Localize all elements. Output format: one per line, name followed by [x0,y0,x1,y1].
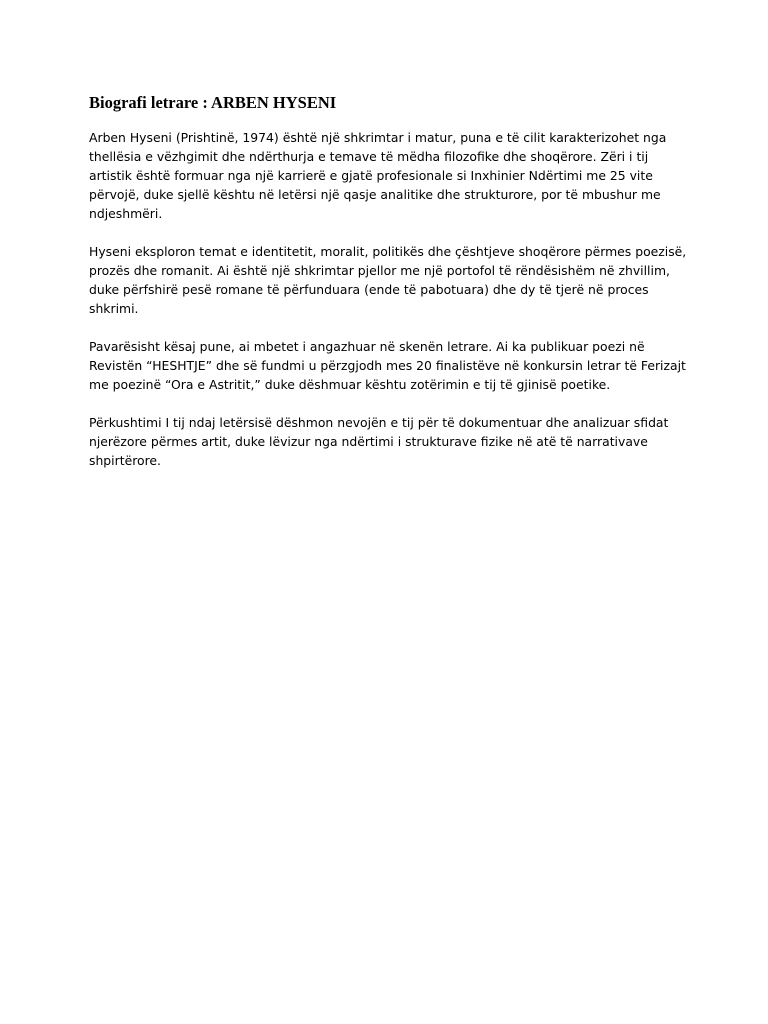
document-body [89,93,687,489]
text-line: Përkushtimi I tij ndaj letërsisë dëshmon nevojën e tij për të dokumentuar dhe analizuar sfidat [89,415,669,430]
paragraph-3 [89,337,686,394]
text-line: me poezinë “Ora e Astritit,” duke dëshmuar kështu zotërimin e tij të gjinisë poetike. [89,377,611,392]
document-title: Biografi letrare : ARBEN HYSENI [89,93,337,112]
text-line: prozës dhe romanit. Ai është një shkrimtar pjellor me një portofol të rëndësishëm në zhvillim, [89,263,670,278]
text-line: thellësia e vëzhgimit dhe ndërthurja e temave të mëdha filozofike dhe shoqërore. Zëri i tij [89,149,649,164]
paragraph-1 [89,128,679,223]
paragraph-2 [89,242,687,318]
text-line: artistik është formuar nga një karrierë e gjatë profesionale si Inxhinier Ndërtimi me 25 vite [89,168,653,183]
text-line: Hyseni eksploron temat e identitetit, moralit, politikës dhe çështjeve shoqërore përmes poezisë, [89,244,687,259]
text-line: njerëzore përmes artit, duke lëvizur nga ndërtimi i strukturave fizike në atë të narrativave [89,434,648,449]
text-line: Pavarësisht kësaj pune, ai mbetet i angazhuar në skenën letrare. Ai ka publikuar poezi në [89,339,645,354]
text-line: duke përfshirë pesë romane të përfunduara (ende të pabotuara) dhe dy të tjerë në proces [89,282,649,297]
text-line: Revistën “HESHTJE” dhe së fundmi u përzgjodh mes 20 finalistëve në konkursin letrar të Ferizajt [89,358,686,373]
text-line: Arben Hyseni (Prishtinë, 1974) është një shkrimtar i matur, puna e të cilit karakterizohet nga [89,130,667,145]
text-line: ndjeshmëri. [89,206,163,221]
paragraph-4 [89,413,679,470]
text-line: përvojë, duke sjellë kështu në letërsi një qasje analitike dhe strukturore, por të mbushur me [89,187,661,202]
text-line: shkrimi. [89,301,139,316]
text-line: shpirtërore. [89,453,161,468]
